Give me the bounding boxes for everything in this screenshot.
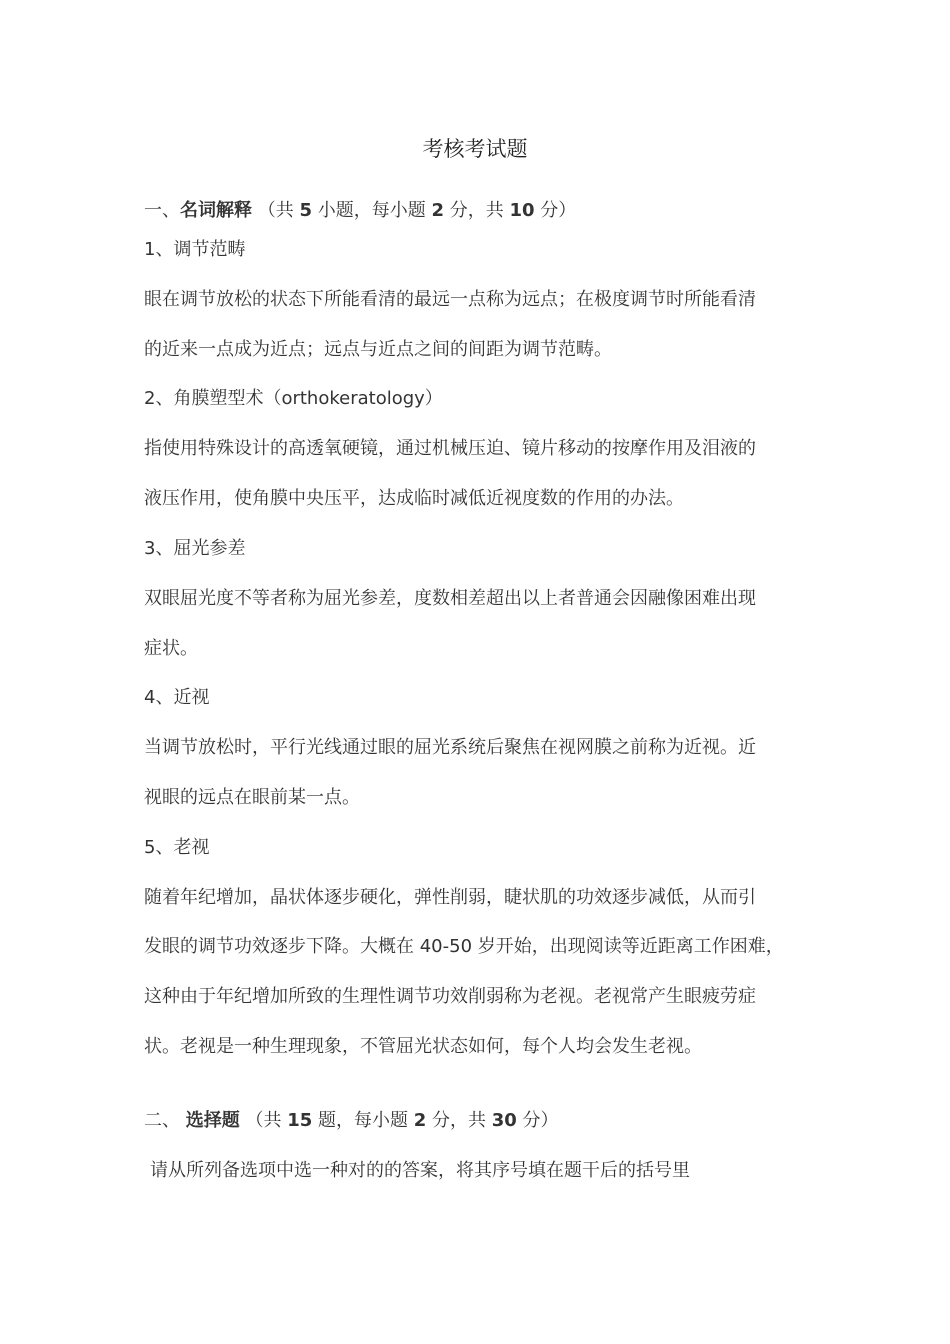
section-1-heading [144, 198, 576, 224]
section-2-name: 选择题 [185, 1110, 240, 1131]
term-text-5-line-3: 这种由于年纪增加所致的生理性调节功效削弱称为老视。老视常产生眼疲劳症 [144, 986, 756, 1007]
section-1-count: 5 [299, 200, 312, 221]
section-1-mid1: 小题，每小题 [312, 200, 432, 221]
section-1-total: 10 [509, 200, 535, 221]
term-text-5-line-4: 状。老视是一种生理现象，不管屈光状态如何，每个人均会发生老视。 [144, 1036, 702, 1057]
term-text-4-line-1: 当调节放松时，平行光线通过眼的屈光系统后聚焦在视网膜之前称为近视。近 [144, 737, 756, 758]
term-text-1-line-2: 的近来一点成为近点；远点与近点之间的间距为调节范畴。 [144, 339, 612, 360]
term-heading-5: 5、老视 [144, 837, 210, 858]
document-title: 考核考试题 [422, 137, 528, 161]
section-2-number: 二、 [144, 1110, 180, 1131]
term-text-2-line-2: 液压作用，使角膜中央压平，达成临时减低近视度数的作用的办法。 [144, 488, 684, 509]
section-1-number: 一、 [144, 200, 180, 221]
term-heading-2: 2、角膜塑型术（orthokeratology） [144, 388, 443, 409]
term-text-2-line-1: 指使用特殊设计的高透氧硬镜，通过机械压迫、镜片移动的按摩作用及泪液的 [144, 438, 756, 459]
term-text-1-line-1: 眼在调节放松的状态下所能看清的最远一点称为远点；在极度调节时所能看清 [144, 289, 756, 310]
section-2-instruction: 请从所列备选项中选一种对的的答案，将其序号填在题干后的括号里 [150, 1160, 690, 1181]
section-2-count: 15 [287, 1110, 313, 1131]
section-2-mid1: 题，每小题 [312, 1110, 414, 1131]
section-2-post: 分） [516, 1110, 559, 1131]
section-1-mid2: 分，共 [443, 200, 510, 221]
term-text-3-line-2: 症状。 [144, 638, 198, 659]
term-text-3-line-1: 双眼屈光度不等者称为屈光参差，度数相差超出以上者普通会因融像困难出现 [144, 588, 756, 609]
term-text-5-line-2: 发眼的调节功效逐步下降。大概在 40-50 岁开始，出现阅读等近距离工作困难， [144, 936, 784, 957]
term-heading-3: 3、屈光参差 [144, 538, 246, 559]
section-2-pre1: （共 [245, 1110, 288, 1131]
section-1-pre1: （共 [257, 200, 300, 221]
term-text-5-line-1: 随着年纪增加，晶状体逐步硬化，弹性削弱，睫状肌的功效逐步减低，从而引 [144, 887, 756, 908]
section-2-heading [144, 1108, 559, 1134]
term-text-4-line-2: 视眼的远点在眼前某一点。 [144, 787, 360, 808]
section-1-name: 名词解释 [180, 200, 252, 221]
section-1-post: 分） [534, 200, 577, 221]
section-2-total: 30 [491, 1110, 517, 1131]
section-2-points-each: 2 [413, 1110, 427, 1131]
section-2-mid2: 分，共 [426, 1110, 492, 1131]
term-heading-1: 1、调节范畴 [144, 239, 246, 260]
term-heading-4: 4、近视 [144, 687, 210, 708]
section-1-points-each: 2 [431, 200, 444, 221]
